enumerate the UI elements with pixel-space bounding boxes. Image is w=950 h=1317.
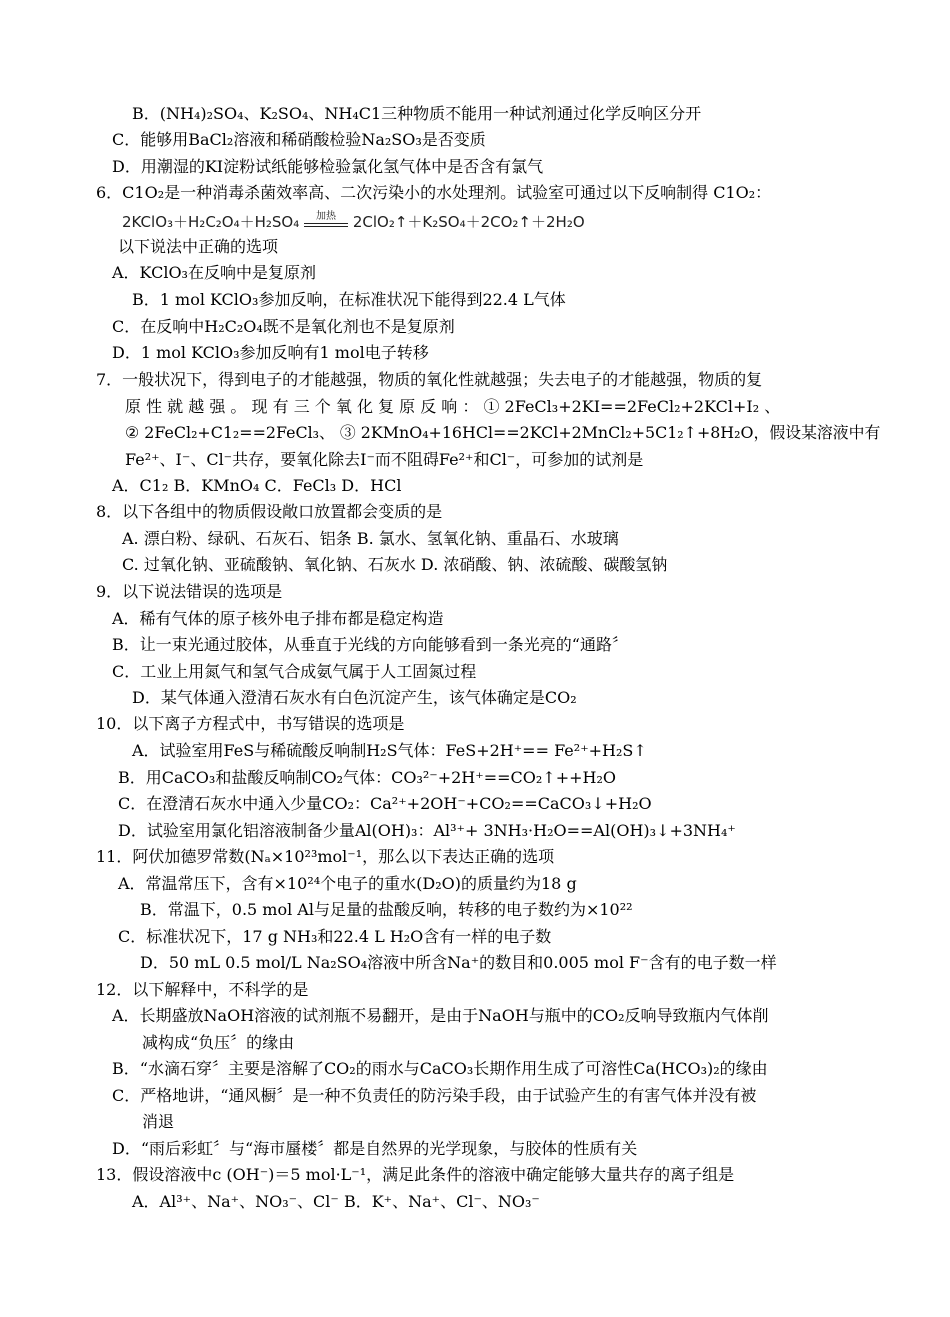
- q10-option-d: D．试验室用氯化铝溶液制备少量Al(OH)₃：Al³⁺+ 3NH₃·H₂O==Al(OH)₃↓+3NH₄⁺: [118, 821, 736, 840]
- q12-option-c: C．严格地讲，“通风橱〞是一种不负责任的防污染手段，由于试验产生的有害气体并没有被: [112, 1086, 757, 1105]
- q12-option-a-cont: 减构成“负压〞的缘由: [142, 1033, 295, 1052]
- q11-option-b: B．常温下，0.5 mol Al与足量的盐酸反响，转移的电子数约为×10²²: [140, 900, 633, 919]
- q5-option-d: D．用潮湿的KI淀粉试纸能够检验氯化氢气体中是否含有氯气: [112, 157, 544, 176]
- q12-option-a: A．长期盛放NaOH溶液的试剂瓶不易翻开，是由于NaOH与瓶中的CO₂反响导致瓶内气体削: [112, 1006, 769, 1025]
- q9-stem: 9．以下说法错误的选项是: [96, 582, 283, 601]
- q7-stem-3: ② 2FeCl₂+C1₂==2FeCl₃、 ③ 2KMnO₄+16HCl==2KCl+2MnCl₂+5C1₂↑+8H₂O，假设某溶液中有: [125, 423, 881, 442]
- q6-option-d: D．1 mol KClO₃参加反响有1 mol电子转移: [112, 343, 429, 362]
- q6-prompt: 以下说法中正确的选项: [118, 237, 279, 256]
- q10-stem: 10．以下离子方程式中，书写错误的选项是: [96, 714, 405, 733]
- q11-option-a: A．常温常压下，含有×10²⁴个电子的重水(D₂O)的质量约为18 g: [118, 874, 577, 893]
- q11-stem: 11．阿伏加德罗常数(Nₐ×10²³mol⁻¹，那么以下表达正确的选项: [96, 847, 555, 866]
- q6-equation: [122, 212, 585, 232]
- q7-stem: 7．一般状况下，得到电子的才能越强，物质的氧化性就越强；失去电子的才能越强，物质的复: [96, 370, 763, 389]
- q8-options-cd: C. 过氧化钠、亚硫酸钠、氧化钠、石灰水 D. 浓硝酸、钠、浓硫酸、碳酸氢钠: [122, 555, 668, 574]
- q10-option-a: A．试验室用FeS与稀硫酸反响制H₂S气体：FeS+2H⁺== Fe²⁺+H₂S↑: [132, 741, 647, 760]
- equation-reactants: 2KClO₃＋H₂C₂O₄＋H₂SO₄: [122, 213, 300, 231]
- q8-stem: 8．以下各组中的物质假设敞口放置都会变质的是: [96, 502, 443, 521]
- q5-option-c: C．能够用BaCl₂溶液和稀硝酸检验Na₂SO₃是否变质: [112, 130, 486, 149]
- q8-options-ab: A. 漂白粉、绿矾、石灰石、铝条 B. 氯水、氢氧化钠、重晶石、水玻璃: [122, 529, 619, 548]
- equation-products: 2ClO₂↑＋K₂SO₄＋2CO₂↑＋2H₂O: [352, 213, 585, 231]
- q7-options: A．C1₂ B．KMnO₄ C．FeCl₃ D．HCl: [112, 476, 402, 495]
- q5-option-b: B．(NH₄)₂SO₄、K₂SO₄、NH₄C1三种物质不能用一种试剂通过化学反响区分开: [132, 104, 702, 123]
- q13-options-ab: A．Al³⁺、Na⁺、NO₃⁻、Cl⁻ B．K⁺、Na⁺、Cl⁻、NO₃⁻: [132, 1192, 540, 1211]
- q12-option-c-cont: 消退: [142, 1112, 175, 1131]
- q7-stem-2: 原 性 就 越 强 。 现 有 三 个 氧 化 复 原 反 响 ： ① 2FeCl₃+2KI==2FeCl₂+2KCl+I₂ 、: [125, 397, 781, 416]
- equation-arrow: [304, 211, 348, 227]
- q10-option-b: B．用CaCO₃和盐酸反响制CO₂气体：CO₃²⁻+2H⁺==CO₂↑++H₂O: [118, 768, 616, 787]
- q9-option-d: D．某气体通入澄清石灰水有白色沉淀产生，该气体确定是CO₂: [132, 688, 577, 707]
- q12-stem: 12．以下解释中，不科学的是: [96, 980, 309, 999]
- equation-condition: 加热: [316, 211, 337, 222]
- q9-option-b: B．让一束光通过胶体，从垂直于光线的方向能够看到一条光亮的“通路〞: [112, 635, 628, 654]
- q9-option-c: C．工业上用氮气和氢气合成氨气属于人工固氮过程: [112, 662, 477, 681]
- q12-option-d: D．“雨后彩虹〞与“海市蜃楼〞都是自然界的光学现象，与胶体的性质有关: [112, 1139, 638, 1158]
- q9-option-a: A．稀有气体的原子核外电子排布都是稳定构造: [112, 609, 444, 628]
- q7-stem-4: Fe²⁺、I⁻、Cl⁻共存，要氧化除去I⁻而不阻碍Fe²⁺和Cl⁻，可参加的试剂是: [125, 450, 644, 469]
- q12-option-b: B．“水滴石穿〞主要是溶解了CO₂的雨水与CaCO₃长期作用生成了可溶性Ca(HCO₃)₂的缘由: [112, 1059, 768, 1078]
- q11-option-c: C．标准状况下，17 g NH₃和22.4 L H₂O含有一样的电子数: [118, 927, 552, 946]
- q6-option-b: B．1 mol KClO₃参加反响，在标准状况下能得到22.4 L气体: [132, 290, 566, 309]
- q11-option-d: D．50 mL 0.5 mol/L Na₂SO₄溶液中所含Na⁺的数目和0.005 mol F⁻含有的电子数一样: [140, 953, 777, 972]
- q6-option-c: C．在反响中H₂C₂O₄既不是氧化剂也不是复原剂: [112, 317, 455, 336]
- equation-double-line: [304, 223, 348, 227]
- q13-stem: 13．假设溶液中c (OH⁻)＝5 mol·L⁻¹，满足此条件的溶液中确定能够大量共存的离子组是: [96, 1165, 735, 1184]
- q6-stem: 6．C1O₂是一种消毒杀菌效率高、二次污染小的水处理剂。试验室可通过以下反响制得 C1O₂：: [96, 183, 772, 202]
- q10-option-c: C．在澄清石灰水中通入少量CO₂：Ca²⁺+2OH⁻+CO₂==CaCO₃↓+H₂O: [118, 794, 652, 813]
- q6-option-a: A．KClO₃在反响中是复原剂: [112, 263, 316, 282]
